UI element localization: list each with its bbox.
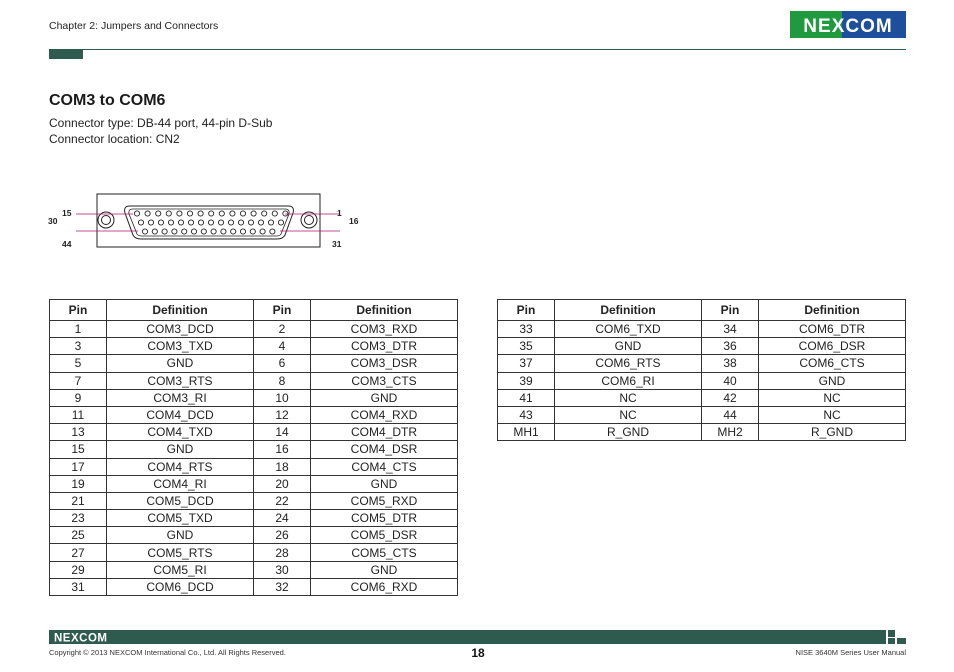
- header-pin: Pin: [254, 300, 311, 321]
- pin-cell: 29: [50, 561, 107, 578]
- definition-cell: GND: [555, 338, 702, 355]
- pin-hole: [145, 211, 150, 216]
- pin-cell: MH2: [702, 424, 759, 441]
- pin-hole: [218, 220, 223, 225]
- definition-cell: COM4_DSR: [311, 441, 458, 458]
- pin-cell: 33: [498, 321, 555, 338]
- pin-label-31: 31: [332, 239, 342, 249]
- pin-hole: [162, 229, 167, 234]
- pin-cell: 7: [50, 372, 107, 389]
- pin-cell: 9: [50, 389, 107, 406]
- table-row: [50, 527, 458, 544]
- header-definition: Definition: [311, 300, 458, 321]
- pin-hole: [270, 229, 275, 234]
- definition-cell: COM5_TXD: [107, 510, 254, 527]
- manual-name: NISE 3640M Series User Manual: [795, 648, 906, 657]
- definition-cell: NC: [759, 389, 906, 406]
- header-pin: Pin: [498, 300, 555, 321]
- pin-hole: [221, 229, 226, 234]
- pin-hole: [142, 229, 147, 234]
- pin-cell: 14: [254, 424, 311, 441]
- pin-cell: 4: [254, 338, 311, 355]
- definition-cell: GND: [311, 475, 458, 492]
- header-definition: Definition: [759, 300, 906, 321]
- pin-cell: 2: [254, 321, 311, 338]
- pin-hole: [250, 229, 255, 234]
- pin-cell: 22: [254, 492, 311, 509]
- pin-hole: [238, 220, 243, 225]
- pin-cell: 27: [50, 544, 107, 561]
- table-row: [50, 389, 458, 406]
- definition-cell: COM6_DTR: [759, 321, 906, 338]
- header-definition: Definition: [107, 300, 254, 321]
- pin-hole: [134, 211, 139, 216]
- pin-cell: 21: [50, 492, 107, 509]
- pin-cell: 12: [254, 406, 311, 423]
- definition-cell: COM5_DSR: [311, 527, 458, 544]
- pin-cell: 37: [498, 355, 555, 372]
- pin-hole: [188, 220, 193, 225]
- table-row: [50, 578, 458, 595]
- definition-cell: COM3_RTS: [107, 372, 254, 389]
- pin-cell: 36: [702, 338, 759, 355]
- definition-cell: COM5_DCD: [107, 492, 254, 509]
- pin-cell: 17: [50, 458, 107, 475]
- definition-cell: COM3_DTR: [311, 338, 458, 355]
- table-row: [498, 321, 906, 338]
- header-rule: [49, 49, 906, 50]
- definition-cell: COM6_RTS: [555, 355, 702, 372]
- pin-hole: [198, 220, 203, 225]
- table-header-row: [498, 300, 906, 321]
- pin-cell: 34: [702, 321, 759, 338]
- pin-hole: [278, 220, 283, 225]
- definition-cell: COM4_TXD: [107, 424, 254, 441]
- definition-cell: COM6_DSR: [759, 338, 906, 355]
- definition-cell: GND: [759, 372, 906, 389]
- footer-squares-icon: [888, 630, 906, 644]
- pin-cell: 44: [702, 406, 759, 423]
- pin-cell: 32: [254, 578, 311, 595]
- pin-hole: [228, 220, 233, 225]
- pin-hole: [156, 211, 161, 216]
- footer-bar: [49, 630, 886, 644]
- pin-hole: [152, 229, 157, 234]
- connector-type: Connector type: DB-44 port, 44-pin D-Sub: [49, 116, 273, 130]
- pin-hole: [138, 220, 143, 225]
- pin-hole: [191, 229, 196, 234]
- definition-cell: COM6_RXD: [311, 578, 458, 595]
- header-pin: Pin: [702, 300, 759, 321]
- definition-cell: GND: [107, 441, 254, 458]
- pin-cell: 30: [254, 561, 311, 578]
- pin-hole: [198, 211, 203, 216]
- pin-hole: [178, 220, 183, 225]
- pin-cell: 43: [498, 406, 555, 423]
- pin-hole: [219, 211, 224, 216]
- definition-cell: NC: [555, 389, 702, 406]
- table-row: [498, 355, 906, 372]
- pin-cell: 28: [254, 544, 311, 561]
- pin-cell: 26: [254, 527, 311, 544]
- header-rule-block: [49, 50, 83, 59]
- db44-connector-diagram: [40, 185, 370, 257]
- pin-hole: [187, 211, 192, 216]
- definition-cell: COM6_DCD: [107, 578, 254, 595]
- pin-hole: [209, 211, 214, 216]
- table-row: [50, 492, 458, 509]
- definition-cell: COM4_CTS: [311, 458, 458, 475]
- pin-hole: [248, 220, 253, 225]
- definition-cell: COM5_DTR: [311, 510, 458, 527]
- definition-cell: COM3_DSR: [311, 355, 458, 372]
- pin-label-30: 30: [48, 216, 58, 226]
- copyright-text: Copyright © 2013 NEXCOM International Co., Ltd. All Rights Reserved.: [49, 648, 286, 657]
- definition-cell: GND: [311, 561, 458, 578]
- pin-cell: 1: [50, 321, 107, 338]
- definition-cell: COM5_RXD: [311, 492, 458, 509]
- definition-cell: R_GND: [759, 424, 906, 441]
- definition-cell: GND: [311, 389, 458, 406]
- pin-cell: 41: [498, 389, 555, 406]
- pin-cell: 11: [50, 406, 107, 423]
- pin-cell: 31: [50, 578, 107, 595]
- pin-hole: [208, 220, 213, 225]
- section-title: COM3 to COM6: [49, 92, 166, 109]
- table-row: [50, 424, 458, 441]
- nexcom-logo: [790, 11, 906, 38]
- header-pin: Pin: [50, 300, 107, 321]
- table-row: [50, 355, 458, 372]
- pin-hole: [230, 211, 235, 216]
- footer-logo-text: NEXCOM: [54, 632, 108, 643]
- pin-hole: [168, 220, 173, 225]
- pin-hole: [251, 211, 256, 216]
- pin-label-44: 44: [62, 239, 72, 249]
- pin-cell: 40: [702, 372, 759, 389]
- definition-cell: COM4_RXD: [311, 406, 458, 423]
- pin-hole: [260, 229, 265, 234]
- pin-cell: 39: [498, 372, 555, 389]
- definition-cell: COM3_CTS: [311, 372, 458, 389]
- pin-hole: [177, 211, 182, 216]
- pin-cell: 10: [254, 389, 311, 406]
- pin-cell: 5: [50, 355, 107, 372]
- connector-location: Connector location: CN2: [49, 132, 180, 146]
- pin-cell: 23: [50, 510, 107, 527]
- definition-cell: COM6_CTS: [759, 355, 906, 372]
- definition-cell: COM3_TXD: [107, 338, 254, 355]
- table-row: [50, 406, 458, 423]
- pin-cell: 16: [254, 441, 311, 458]
- definition-cell: NC: [759, 406, 906, 423]
- pin-cell: 6: [254, 355, 311, 372]
- header-definition: Definition: [555, 300, 702, 321]
- pin-label-16: 16: [349, 216, 359, 226]
- pin-hole: [158, 220, 163, 225]
- pin-hole: [240, 229, 245, 234]
- table-row: [498, 406, 906, 423]
- table-row: [50, 372, 458, 389]
- table-row: [50, 510, 458, 527]
- pin-cell: 3: [50, 338, 107, 355]
- pin-hole: [166, 211, 171, 216]
- pin-hole: [231, 229, 236, 234]
- definition-cell: COM3_RI: [107, 389, 254, 406]
- definition-cell: COM5_RTS: [107, 544, 254, 561]
- definition-cell: GND: [107, 355, 254, 372]
- pin-cell: 42: [702, 389, 759, 406]
- pin-cell: 13: [50, 424, 107, 441]
- table-row: [50, 458, 458, 475]
- pin-cell: 38: [702, 355, 759, 372]
- definition-cell: COM5_CTS: [311, 544, 458, 561]
- definition-cell: COM3_DCD: [107, 321, 254, 338]
- pin-label-1: 1: [337, 208, 342, 218]
- pin-hole: [211, 229, 216, 234]
- pin-cell: 35: [498, 338, 555, 355]
- pin-table-left: [49, 299, 458, 596]
- definition-cell: COM4_RI: [107, 475, 254, 492]
- definition-cell: GND: [107, 527, 254, 544]
- table-row: [50, 561, 458, 578]
- chapter-title: Chapter 2: Jumpers and Connectors: [49, 20, 219, 32]
- pin-label-15: 15: [62, 208, 72, 218]
- definition-cell: COM4_RTS: [107, 458, 254, 475]
- table-row: [50, 475, 458, 492]
- pin-hole: [240, 211, 245, 216]
- logo-text: NEXCOM: [803, 16, 893, 37]
- page-number: 18: [471, 646, 485, 660]
- pin-cell: 25: [50, 527, 107, 544]
- definition-cell: COM6_RI: [555, 372, 702, 389]
- table-row: [498, 372, 906, 389]
- pin-cell: MH1: [498, 424, 555, 441]
- pin-hole: [262, 211, 267, 216]
- table-row: [498, 338, 906, 355]
- pin-hole: [268, 220, 273, 225]
- table-row: [50, 321, 458, 338]
- pin-hole: [182, 229, 187, 234]
- definition-cell: R_GND: [555, 424, 702, 441]
- pin-cell: 18: [254, 458, 311, 475]
- pin-cell: 15: [50, 441, 107, 458]
- definition-cell: COM4_DTR: [311, 424, 458, 441]
- pin-hole: [148, 220, 153, 225]
- table-row: [498, 389, 906, 406]
- definition-cell: COM4_DCD: [107, 406, 254, 423]
- pin-hole: [258, 220, 263, 225]
- definition-cell: COM6_TXD: [555, 321, 702, 338]
- pin-hole: [172, 229, 177, 234]
- pin-cell: 8: [254, 372, 311, 389]
- pin-table-right: [497, 299, 906, 441]
- pin-cell: 19: [50, 475, 107, 492]
- definition-cell: COM5_RI: [107, 561, 254, 578]
- table-row: [50, 544, 458, 561]
- pin-cell: 20: [254, 475, 311, 492]
- nexcom-footer-logo: [52, 631, 108, 643]
- pin-cell: 24: [254, 510, 311, 527]
- table-row: [50, 441, 458, 458]
- pin-hole: [201, 229, 206, 234]
- table-row: [498, 424, 906, 441]
- table-row: [50, 338, 458, 355]
- pin-hole: [272, 211, 277, 216]
- definition-cell: COM3_RXD: [311, 321, 458, 338]
- definition-cell: NC: [555, 406, 702, 423]
- table-header-row: [50, 300, 458, 321]
- pin-hole: [283, 211, 288, 216]
